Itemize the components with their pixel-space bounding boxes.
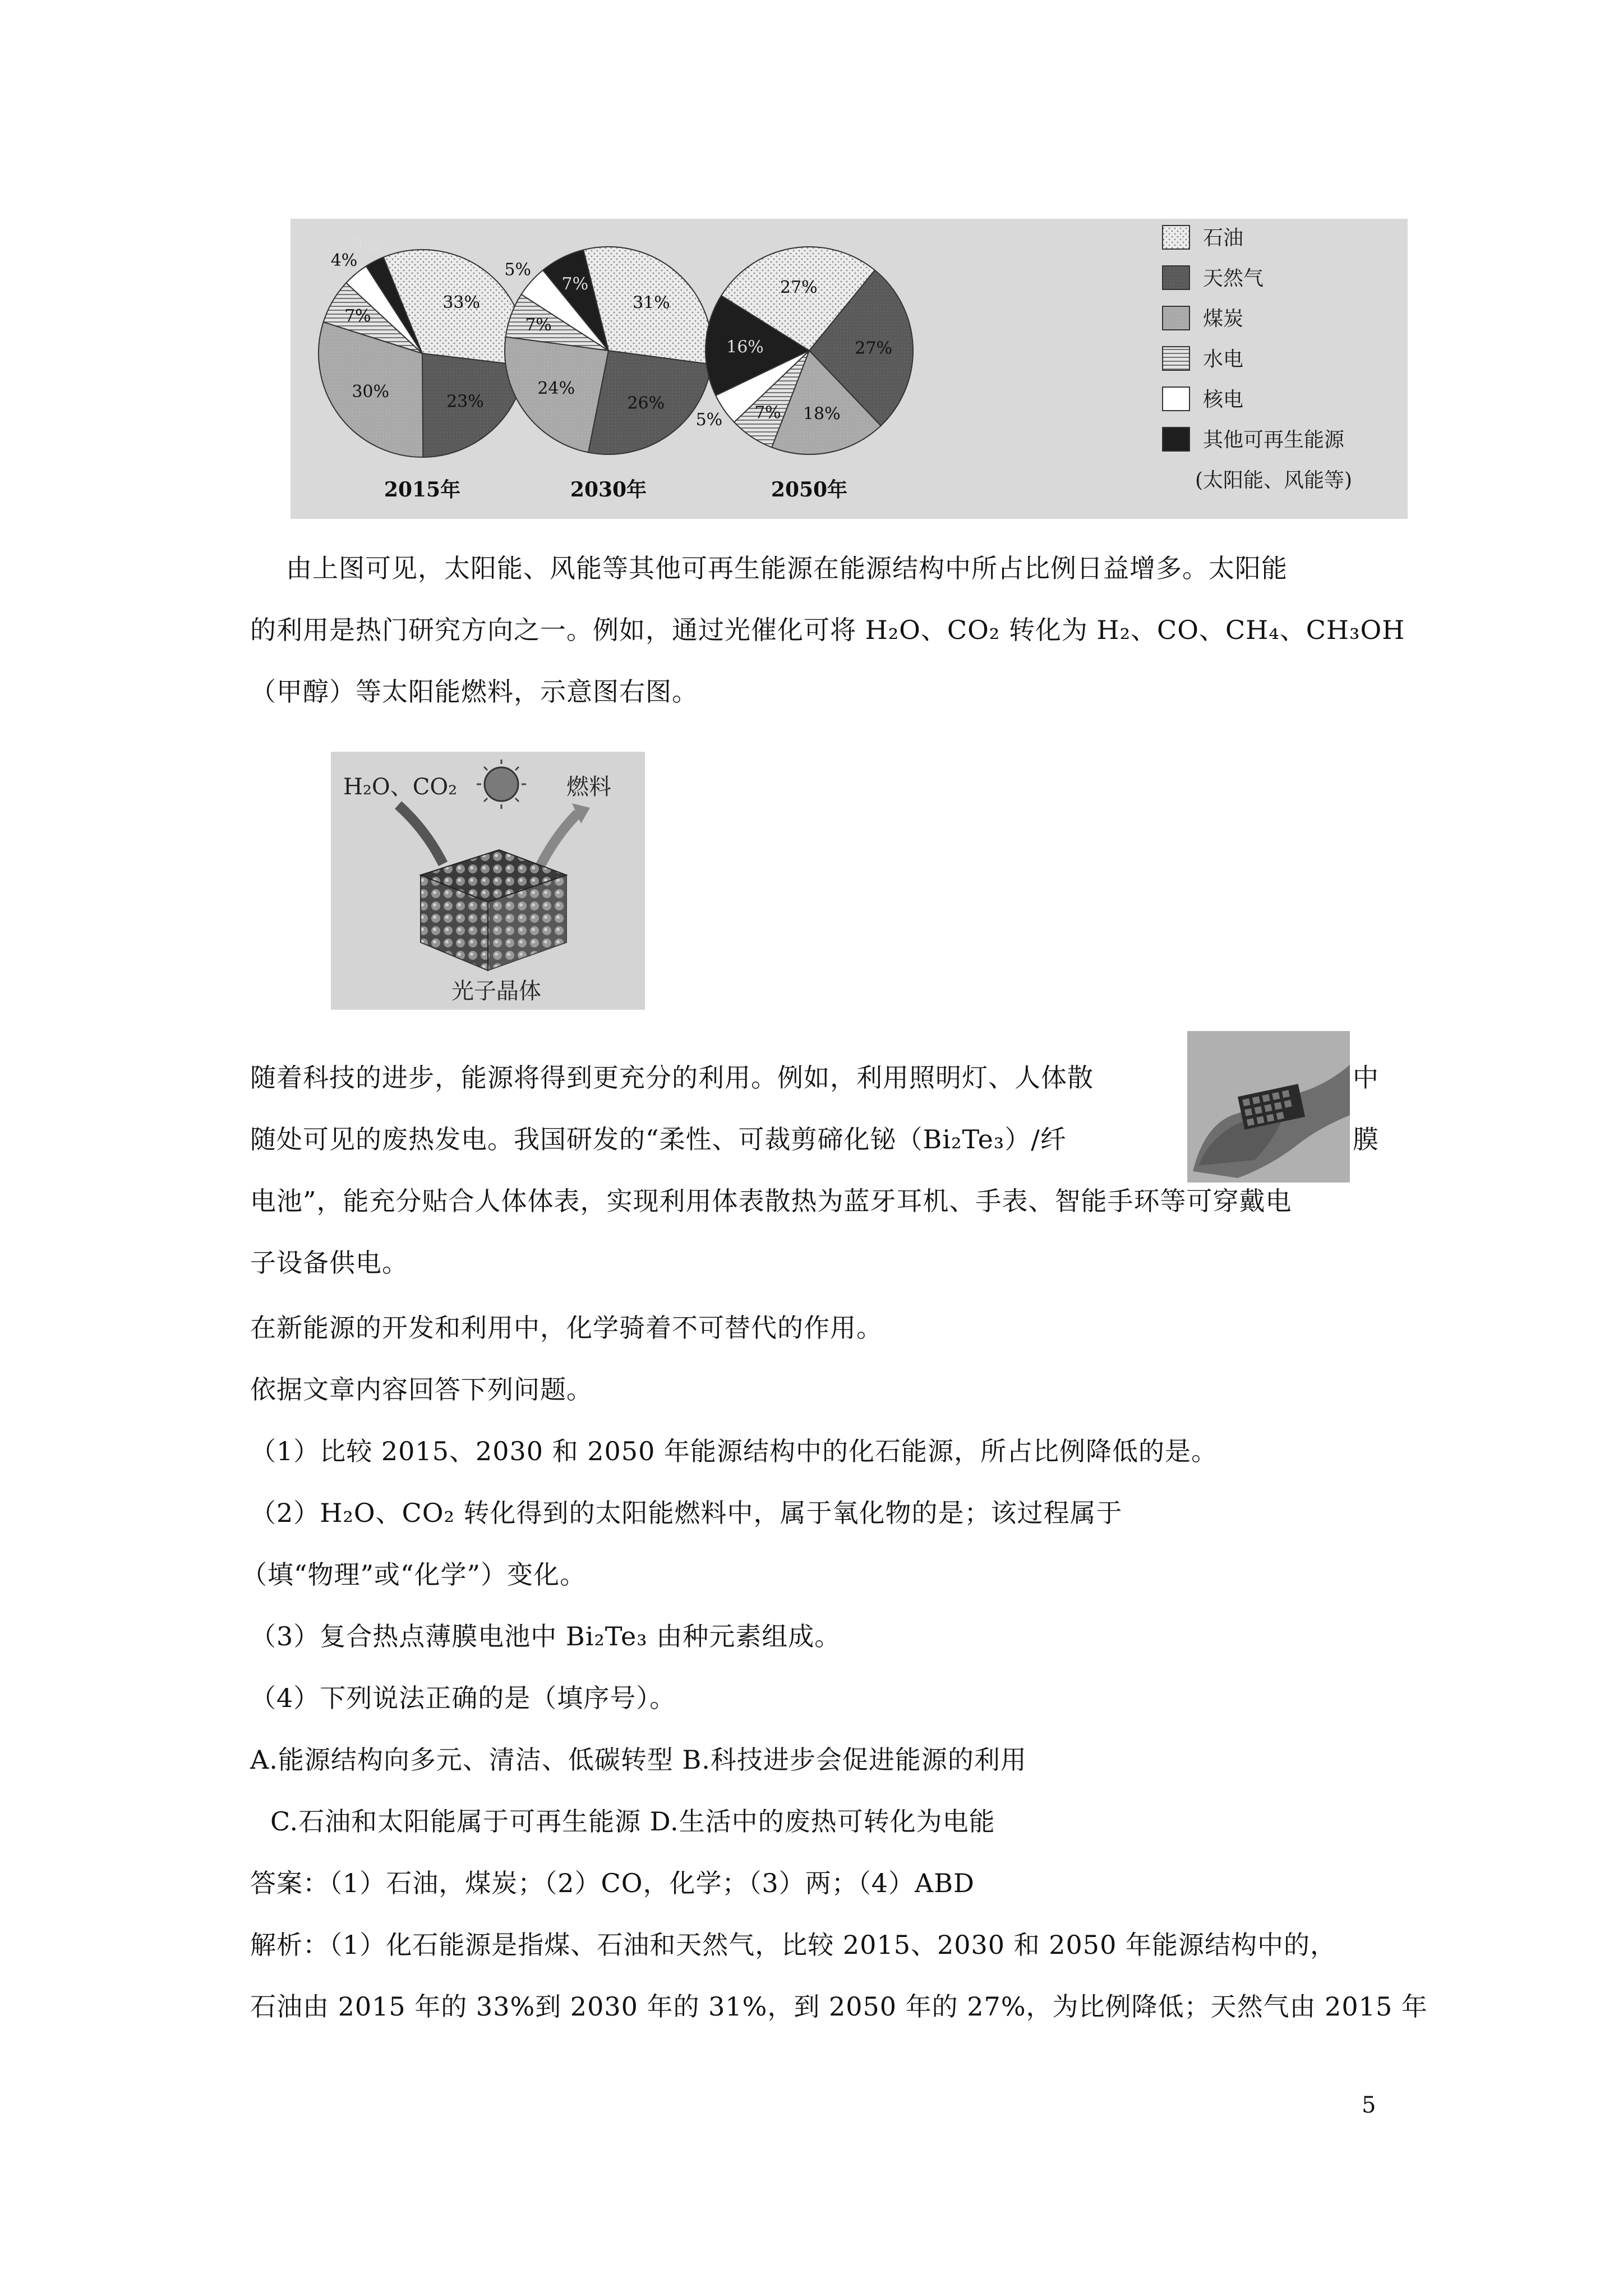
pie-year-label: 2015年: [384, 478, 461, 501]
para4: 依据文章内容回答下列问题。: [250, 1374, 593, 1405]
pie-value-label: 5%: [695, 410, 723, 430]
pie-value-label: 7%: [754, 403, 781, 423]
pie-chart-2030年: [504, 247, 712, 501]
pie-year-label: 2030年: [570, 478, 647, 501]
question-1: （1）比较 2015、2030 和 2050 年能源结构中的化石能源，所占比例降低的是。: [250, 1436, 1218, 1466]
page-number: 5: [1362, 2092, 1376, 2118]
pie-value-label: 7%: [344, 306, 371, 326]
question-4: （4）下列说法正确的是（填序号）。: [250, 1683, 676, 1713]
pie-value-label: 18%: [803, 404, 841, 424]
para1-line1: 由上图可见，太阳能、风能等其他可再生能源在能源结构中所占比例日益增多。太阳能: [286, 553, 1288, 583]
para2-line4: 子设备供电。: [250, 1248, 408, 1278]
photonic-crystal-illustration: [331, 752, 645, 1010]
answer-line: 答案：（1）石油，煤炭；（2）CO，化学；（3）两；（4）ABD: [250, 1868, 975, 1898]
legend-swatch-renewable: [1163, 427, 1189, 451]
pie-chart-2050年: [696, 247, 913, 501]
para2-line1: 随着科技的进步，能源将得到更充分的利用。例如，利用照明灯、人体散: [250, 1062, 1094, 1093]
legend-label-coal: 煤炭: [1203, 307, 1244, 330]
pie-value-label: 4%: [330, 250, 358, 270]
hand-icon: [1187, 1031, 1350, 1182]
output-arrow-icon: [538, 813, 578, 869]
pie-charts-svg: [291, 219, 1408, 519]
legend-label-renewable: 其他可再生能源: [1203, 429, 1345, 452]
analysis-line1: 解析：（1）化石能源是指煤、石油和天然气，比较 2015、2030 和 2050 年能源结构中的，: [250, 1930, 1336, 1960]
legend-swatch-gas: [1163, 266, 1189, 289]
question-2b: （填“物理”或“化学”）变化。: [241, 1559, 587, 1590]
pie-value-label: 7%: [561, 274, 589, 294]
pie-value-label: 16%: [726, 337, 764, 357]
options-cd: C.石油和太阳能属于可再生能源 D.生活中的废热可转化为电能: [270, 1806, 995, 1837]
para1-line2: 的利用是热门研究方向之一。例如，通过光催化可将 H₂O、CO₂ 转化为 H₂、CO、CH₄、CH₃OH: [250, 615, 1405, 645]
pie-value-label: 30%: [352, 382, 390, 402]
diagram-output-label: 燃料: [566, 774, 611, 800]
legend-swatch-hydro: [1163, 347, 1189, 370]
legend-swatch-oil: [1163, 226, 1189, 249]
question-2a: （2）H₂O、CO₂ 转化得到的太阳能燃料中，属于氧化物的是；该过程属于: [250, 1498, 1123, 1528]
input-arrow-icon: [398, 805, 443, 864]
pie-year-label: 2050年: [771, 478, 848, 501]
pie-value-label: 5%: [504, 260, 532, 280]
question-3: （3）复合热点薄膜电池中 Bi₂Te₃ 由种元素组成。: [250, 1621, 841, 1651]
photocatalysis-diagram: [331, 752, 645, 1010]
chart-legend: [1163, 226, 1352, 492]
pie-chart-2015年: [319, 236, 526, 501]
legend-label-nuclear: 核电: [1203, 388, 1244, 411]
legend-swatch-coal: [1163, 306, 1189, 330]
pie-value-label: 24%: [537, 378, 575, 398]
para2-line1-end: 中: [1353, 1062, 1379, 1093]
legend-label-oil: 石油: [1203, 227, 1244, 250]
legend-label-hydro: 水电: [1203, 348, 1244, 371]
pie-value-label: 27%: [780, 277, 818, 297]
pie-value-label: 23%: [446, 392, 484, 412]
wearable-battery-photo: [1187, 1031, 1350, 1182]
pie-value-label: 3%: [353, 236, 380, 256]
options-ab: A.能源结构向多元、清洁、低碳转型 B.科技进步会促进能源的利用: [250, 1745, 1027, 1775]
diagram-bottom-label: 光子晶体: [451, 978, 541, 1004]
pie-value-label: 33%: [442, 292, 481, 312]
para1-line3: （甲醇）等太阳能燃料，示意图右图。: [250, 677, 698, 707]
legend-note: (太阳能、风能等): [1195, 469, 1353, 492]
para3: 在新能源的开发和利用中，化学骑着不可替代的作用。: [250, 1313, 883, 1343]
legend-swatch-nuclear: [1163, 387, 1189, 411]
pie-value-label: 26%: [627, 393, 665, 413]
energy-structure-figure: [291, 219, 1408, 519]
para2-line2: 随处可见的废热发电。我国研发的“柔性、可裁剪碲化铋（Bi₂Te₃）/纤: [250, 1124, 1067, 1154]
diagram-input-label: H₂O、CO₂: [343, 774, 458, 800]
para2-line2-end: 膜: [1353, 1124, 1379, 1154]
pie-value-label: 31%: [633, 293, 670, 313]
legend-label-gas: 天然气: [1203, 267, 1264, 290]
para2-line3: 电池”，能充分贴合人体体表，实现利用体表散热为蓝牙耳机、手表、智能手环等可穿戴电: [250, 1186, 1292, 1216]
sun-icon: [477, 760, 526, 809]
crystal-cube-icon: [421, 850, 566, 970]
pie-value-label: 27%: [855, 338, 892, 358]
analysis-line2: 石油由 2015 年的 33%到 2030 年的 31%，到 2050 年的 27%，为比例降低；天然气由 2015 年: [250, 1991, 1428, 2022]
pie-value-label: 7%: [525, 315, 552, 335]
